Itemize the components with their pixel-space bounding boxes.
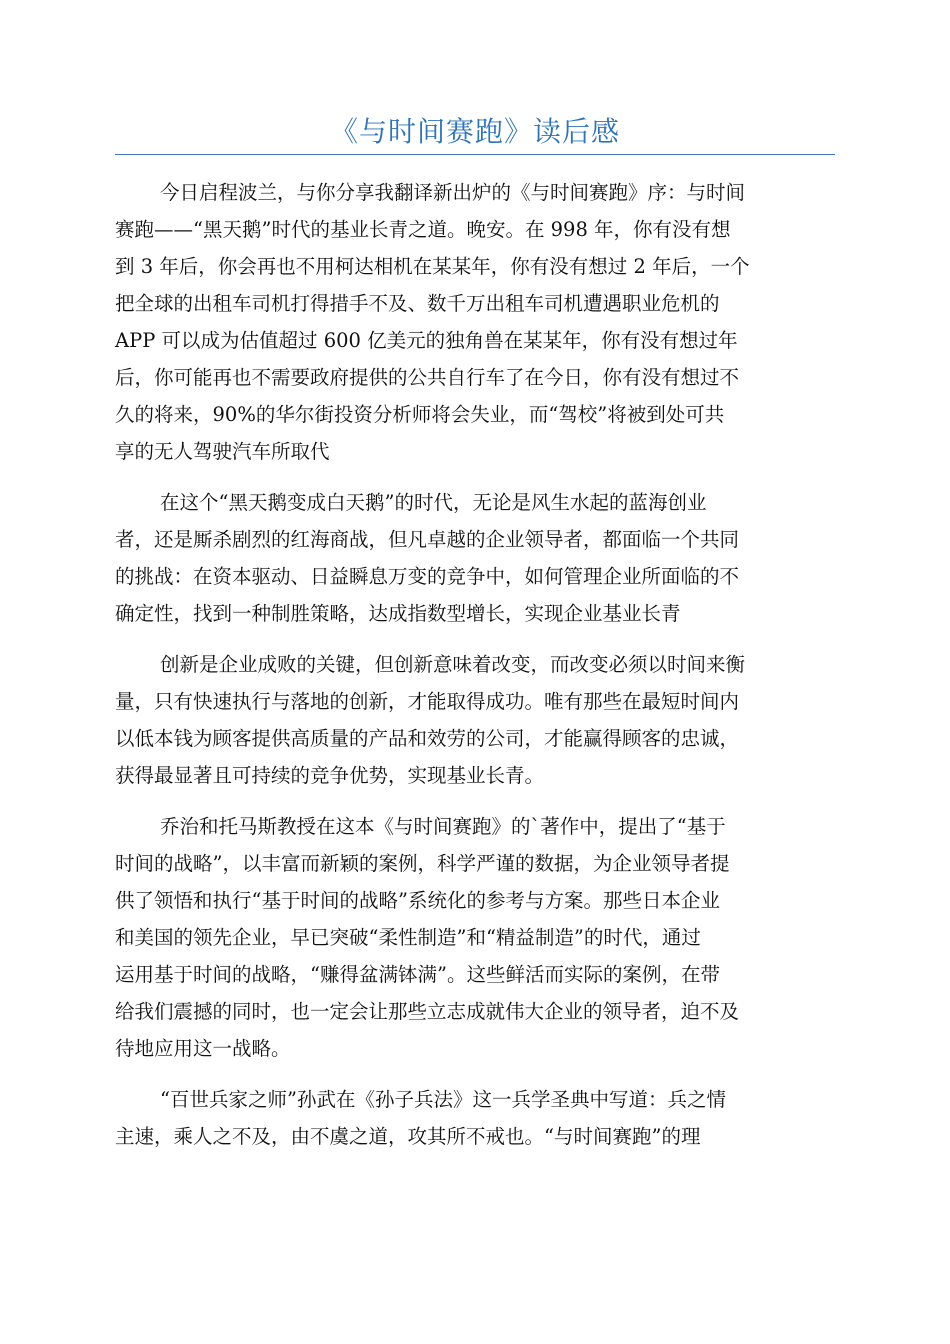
paragraph-line: 供了领悟和执行“基于时间的战略”系统化的参考与方案。那些日本企业	[115, 889, 720, 912]
paragraph-line: 赛跑——“黑天鹅”时代的基业长青之道。晚安。在 998 年，你有没有想	[115, 218, 731, 241]
paragraph-4	[115, 808, 835, 1067]
paragraph-line: 待地应用这一战略。	[115, 1037, 291, 1060]
paragraph-3	[115, 646, 835, 794]
document-title: 《与时间赛跑》读后感	[329, 115, 620, 148]
paragraph-line: 今日启程波兰，与你分享我翻译新出炉的《与时间赛跑》序：与时间	[160, 181, 746, 204]
paragraph-line: 时间的战略”，以丰富而新颖的案例，科学严谨的数据，为企业领导者提	[115, 852, 730, 875]
paragraph-line: 久的将来，90%的华尔街投资分析师将会失业，而“驾校”将被到处可共	[115, 403, 725, 426]
paragraph-line: 到 3 年后，你会再也不用柯达相机在某某年，你有没有想过 2 年后，一个	[115, 255, 750, 278]
paragraph-2	[115, 484, 835, 632]
paragraph-line: 后，你可能再也不需要政府提供的公共自行车了在今日，你有没有想过不	[115, 366, 740, 389]
paragraph-line: 享的无人驾驶汽车所取代	[115, 440, 330, 463]
paragraph-line: 把全球的出租车司机打得措手不及、数千万出租车司机遭遇职业危机的	[115, 292, 720, 315]
paragraph-5	[115, 1081, 835, 1155]
paragraph-line: 和美国的领先企业，早已突破“柔性制造”和“精益制造”的时代，通过	[115, 926, 701, 949]
paragraph-line: 的挑战：在资本驱动、日益瞬息万变的竞争中，如何管理企业所面临的不	[115, 565, 740, 588]
paragraph-line: APP 可以成为估值超过 600 亿美元的独角兽在某某年，你有没有想过年	[115, 329, 738, 352]
paragraph-line: 主速，乘人之不及，由不虞之道，攻其所不戒也。“与时间赛跑”的理	[115, 1125, 701, 1148]
paragraph-line: 乔治和托马斯教授在这本《与时间赛跑》的`著作中，提出了“基于	[160, 815, 726, 838]
paragraph-line: 创新是企业成败的关键，但创新意味着改变，而改变必须以时间来衡	[160, 653, 746, 676]
paragraph-line: 确定性，找到一种制胜策略，达成指数型增长，实现企业基业长青	[115, 602, 681, 625]
paragraph-line: “百世兵家之师”孙武在《孙子兵法》这一兵学圣典中写道：兵之情	[160, 1088, 726, 1111]
paragraph-line: 获得最显著且可持续的竞争优势，实现基业长青。	[115, 764, 545, 787]
paragraph-line: 给我们震撼的同时，也一定会让那些立志成就伟大企业的领导者，迫不及	[115, 1000, 740, 1023]
title-underline	[115, 154, 835, 155]
paragraph-line: 运用基于时间的战略，“赚得盆满钵满”。这些鲜活而实际的案例，在带	[115, 963, 720, 986]
paragraph-line: 以低本钱为顾客提供高质量的产品和效劳的公司，才能赢得顾客的忠诚，	[115, 727, 740, 750]
document-body	[115, 174, 835, 1169]
paragraph-line: 量，只有快速执行与落地的创新，才能取得成功。唯有那些在最短时间内	[115, 690, 740, 713]
paragraph-line: 者，还是厮杀剧烈的红海商战，但凡卓越的企业领导者，都面临一个共同	[115, 528, 740, 551]
paragraph-1	[115, 174, 835, 470]
paragraph-line: 在这个“黑天鹅变成白天鹅”的时代，无论是风生水起的蓝海创业	[160, 491, 707, 514]
